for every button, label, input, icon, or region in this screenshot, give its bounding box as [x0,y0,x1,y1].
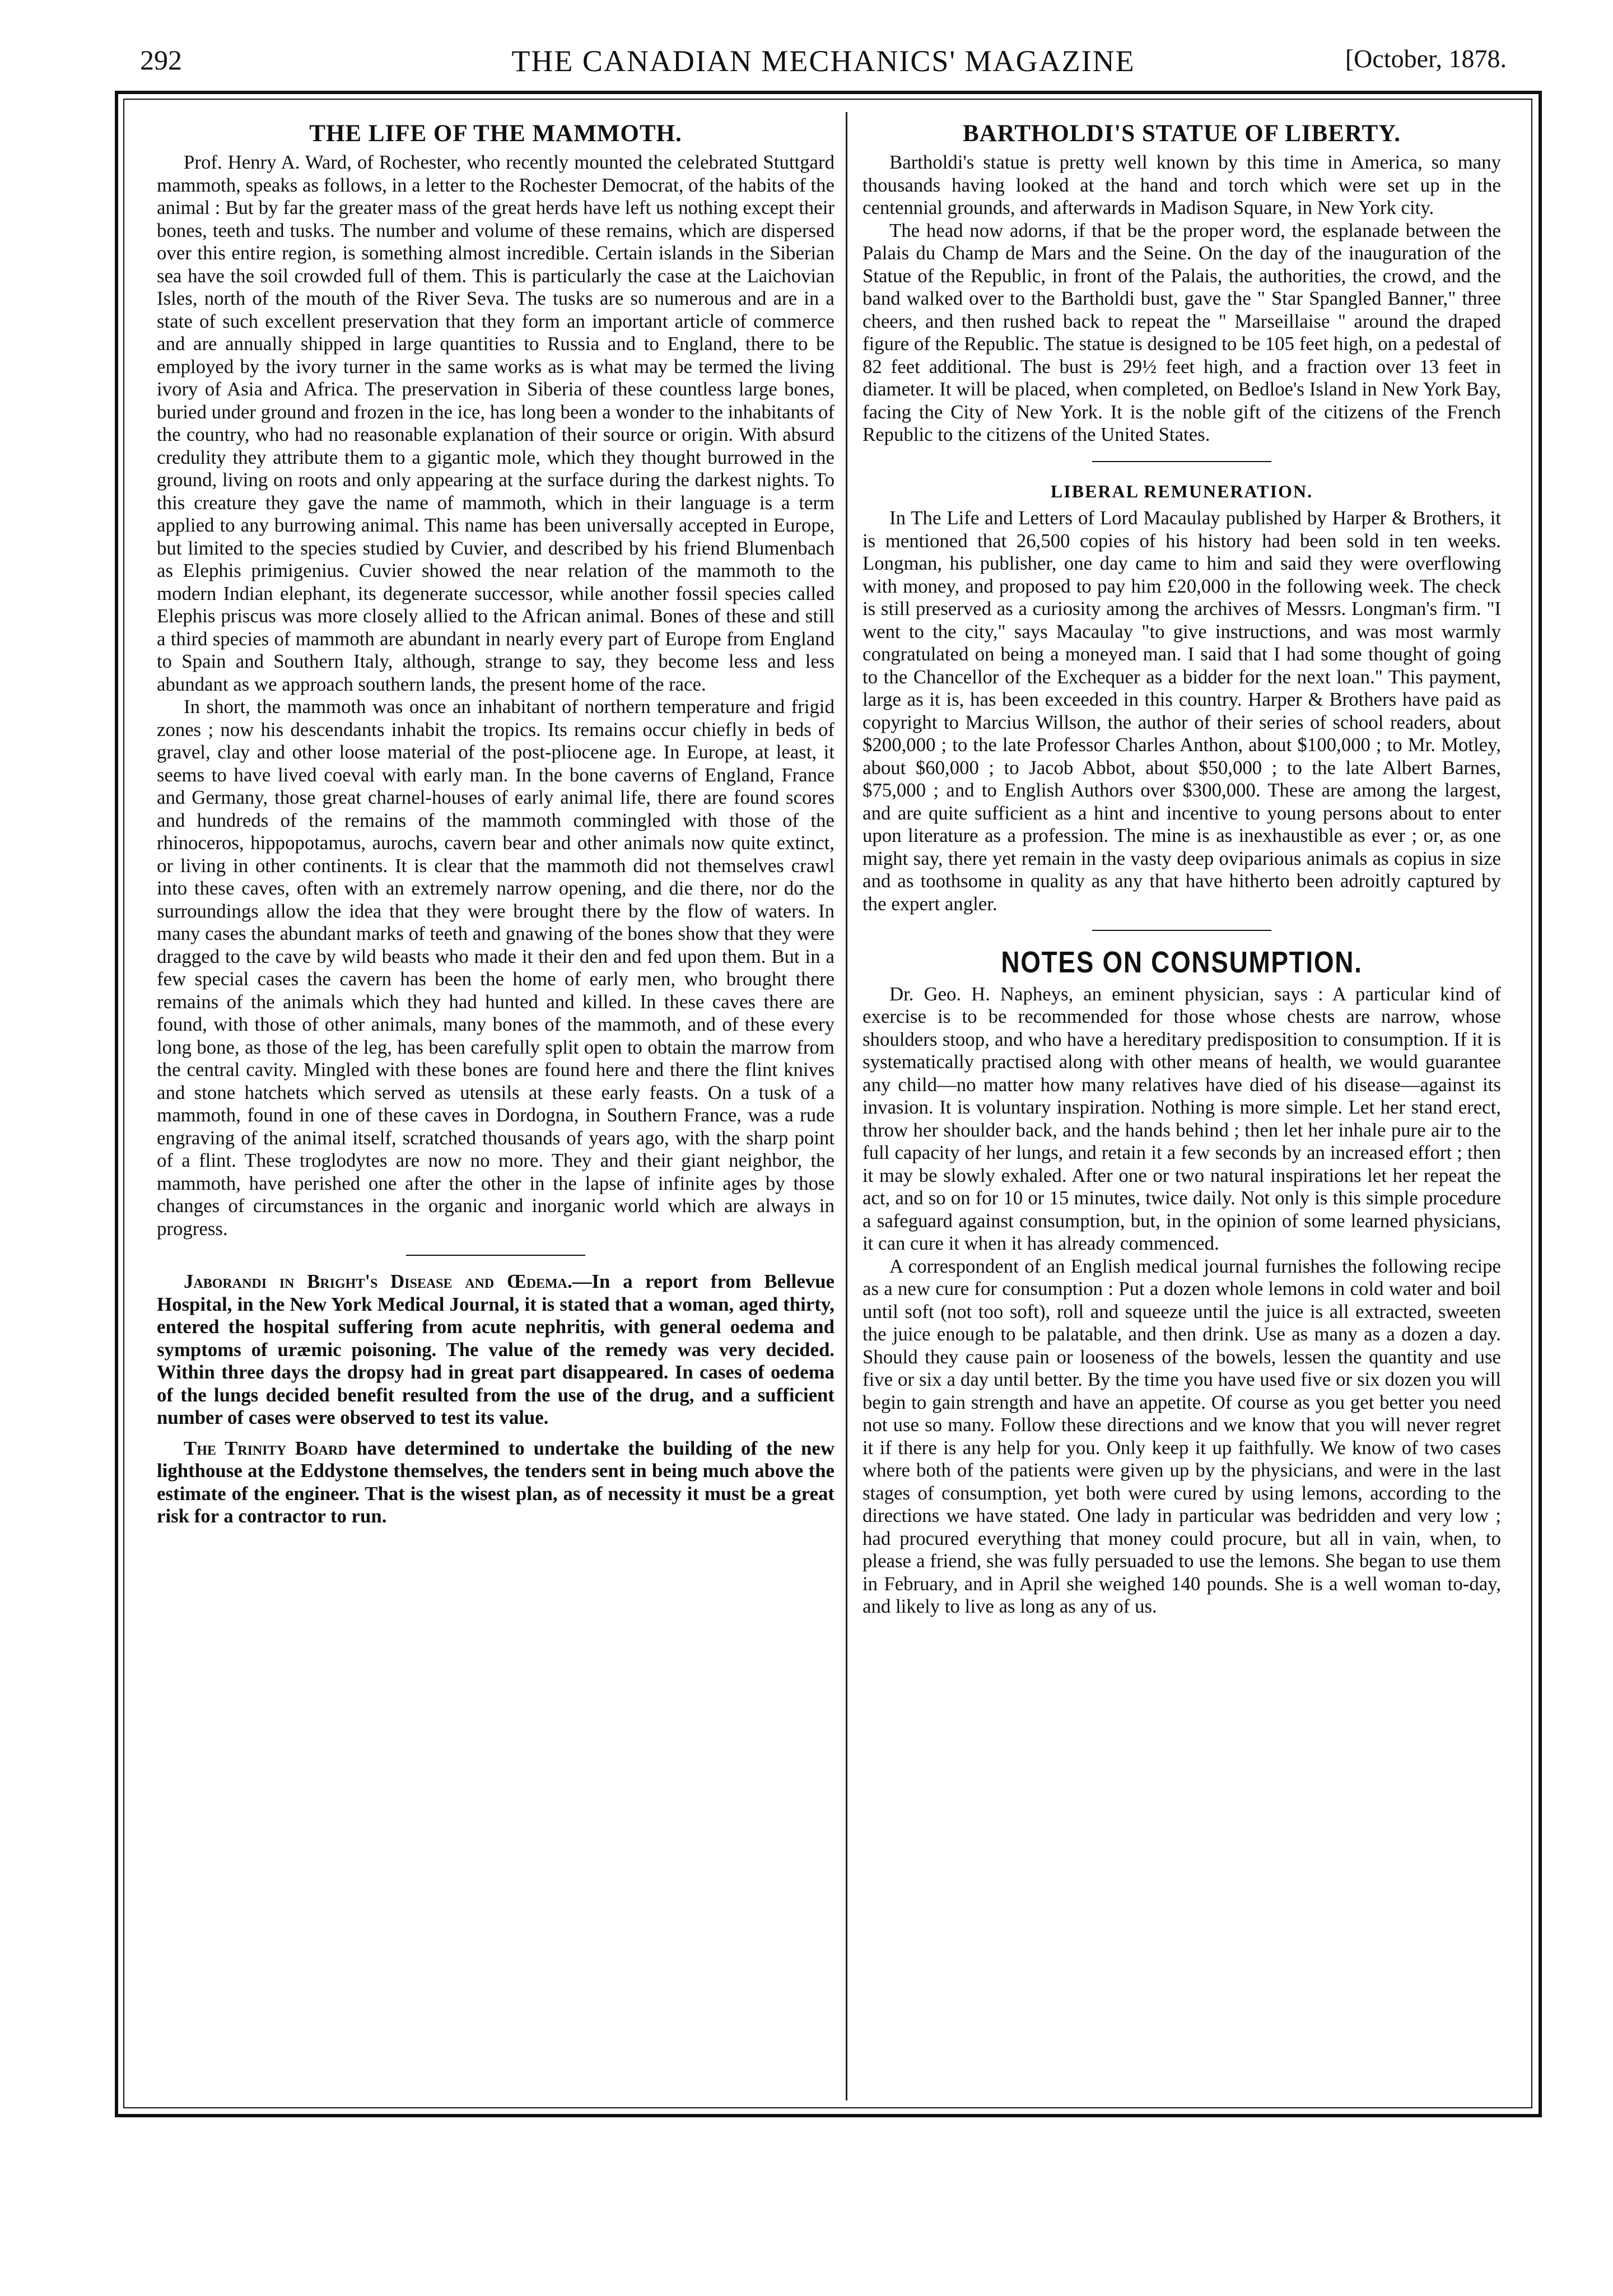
ornament-rule [1092,930,1271,931]
liberty-paragraph-2: The head now adorns, if that be the proper word, the esplanade between the Palais du Champ de Mars and the Seine. On the day of the inauguration of the Statue of the Republic, in front of the Palais, the authorities, the crowd, and the band walked over to the Bartholdi bust, gave the " Star Spangled Banner," three cheers, and then rushed back to repeat the " Marseillaise " around the draped figure of the Republic. The statue is designed to be 105 feet high, on a pedestal of 82 feet additional. The bust is 29½ feet high, and a fraction over 13 feet in diameter. It will be placed, when completed, on Bedloe's Island in New York Bay, facing the City of New York. It is the noble gift of the citizens of the French Republic to the citizens of the United States. [863,219,1501,445]
liberty-paragraph-1: Bartholdi's statue is pretty well known by this time in America, so many thousands having looked at the hand and torch which were set up in the centennial grounds, and afterwards in Madison Square, in New York city. [863,151,1501,218]
ornament-rule [406,1255,585,1256]
section-ornament [157,1240,835,1270]
article-title-liberty: BARTHOLDI'S STATUE OF LIBERTY. [962,120,1401,147]
left-column [157,120,835,1528]
jaborandi-paragraph [157,1270,835,1429]
article-consumption [863,946,1501,1618]
article-title-mammoth: THE LIFE OF THE MAMMOTH. [309,120,682,147]
article-title-consumption: NOTES ON CONSUMPTION. [1001,946,1363,979]
ornament-rule [1092,461,1271,462]
article-liberty [863,120,1501,446]
issue-date: [October, 1878. [1345,44,1507,73]
jaborandi-text: —In a report from Bellevue Hospital, in the New York Medical Journal, it is stated that a woman, aged thirty, entered the hospital suffering from acute nephritis, with general oedema and symptoms of uræmic poisoning. The value of the remedy was very decided. Within three days the dropsy had in great part disappeared. In cases of oedema of the lungs decided benefit resulted from the use of the drug, and a sufficient number of cases were observed to test its value. [157,1270,835,1428]
right-column [863,120,1501,1618]
page-header [140,44,1507,89]
article-remuneration [863,480,1501,916]
trinity-lead: The Trinity Board [184,1437,348,1459]
consumption-paragraph-2: A correspondent of an English medical journal furnishes the following recipe as a new cure for consumption : Put a dozen whole lemons in cold water and boil until soft (not too soft), roll and squeeze until the juice is all extracted, sweeten the juice enough to be palatable, and then drink. Use as many as a dozen a day. Should they cause pain or looseness of the bowels, lessen the quantity and use five or six a day until better. By the time you have used five or six dozen you will begin to gain strength and have an appetite. Of course as you get better you need not use so many. Follow these directions and we know that you will never regret it if there is any help for you. Only keep it up faithfully. We know of two cases where both of the patients were given up by the physicians, and were in the last stages of consumption, yet both were cured by using lemons, according to the directions we have stated. One lady in particular was bedridden and very low ; had procured everything that money could procure, but all in vain, when, to please a friend, she was fully persuaded to use the lemons. She began to use them in February, and in April she weighed 140 pounds. She is a well woman to-day, and likely to live as long as any of us. [863,1255,1501,1617]
trinity-text: have determined to undertake the building of the new lighthouse at the Eddystone themselves, the tenders sent in being much above the estimate of the engineer. That is the wisest plan, as of necessity it must be a great risk for a contractor to run. [157,1437,835,1527]
trinity-paragraph [157,1437,835,1528]
article-title-remuneration: LIBERAL REMUNERATION. [1050,481,1313,501]
mammoth-paragraph-1: Prof. Henry A. Ward, of Rochester, who recently mounted the celebrated Stuttgard mammoth, speaks as follows, in a letter to the Rochester Democrat, of the habits of the animal : But by far the greater mass of the great herds have left us nothing except their bones, teeth and tusks. The number and volume of these remains, which are dispersed over this entire region, is something almost incredible. Certain islands in the Siberian sea have the soil crowded full of them. This is particularly the case at the Laichovian Isles, north of the mouth of the River Seva. The tusks are so numerous and are in a state of such excellent preservation that they form an important article of commerce and are annually shipped in large quantities to Russia and to England, there to be employed by the ivory turner in the same works as is what may be termed the living ivory of Asia and Africa. The preservation in Siberia of these countless large bones, buried under ground and frozen in the ice, has long been a wonder to the inhabitants of the country, who had no reasonable explanation of their source or origin. With absurd credulity they attribute them to a gigantic mole, which they thought burrowed in the ground, living on roots and only appearing at the surface during the darkest nights. To this creature they gave the name of mammoth, which in their language is a term applied to any burrowing animal. This name has been universally accepted in Europe, but limited to the species studied by Cuvier, and described by his friend Blumenbach as Elephis primigenius. Cuvier showed the near relation of the mammoth to the modern Indian elephant, its degenerate successor, while another fossil species called Elephis priscus was more closely allied to the African animal. Bones of these and still a third species of mammoth are abundant in nearly every part of Europe from England to Spain and Southern Italy, although, strange to say, they become less and less abundant as we approach southern lands, the present home of the race. [157,151,835,695]
article-mammoth [157,120,835,1240]
mammoth-paragraph-2: In short, the mammoth was once an inhabitant of northern temperature and frigid zones ; now his descendants inhabit the tropics. Its remains occur chiefly in beds of gravel, clay and other loose material of the post-pliocene age. In Europe, at least, it seems to have lived coeval with early man. In the bone caverns of England, France and Germany, those great charnel-houses of early animal life, there are found scores and hundreds of the remains of the mammoth commingled with those of the rhinoceros, hippopotamus, aurochs, cavern bear and other animals now quite extinct, or living in other continents. It is clear that the mammoth did not themselves crawl into these caves, often with an extremely narrow opening, and die there, nor do the surroundings allow the idea that they were brought there by the flow of waters. In many cases the abundant marks of teeth and gnawing of the bones show that they were dragged to the cave by wild beasts who made it their den and fed upon them. But in a few special cases the cavern has been the home of early men, who brought there remains of the animals which they had hunted and killed. In these caves there are found, with those of other animals, many bones of the mammoth, and of these every long bone, as those of the leg, has been carefully split open to obtain the marrow from the central cavity. Mingled with these bones are found here and there the flint knives and stone hatchets which served as utensils at these early feasts. On a tusk of a mammoth, found in one of these caves in Dordogna, in Southern France, was a rude engraving of the animal itself, scratched thousands of years ago, with the sharp point of a flint. These troglodytes are now no more. They and their giant neighbor, the mammoth, have perished one after the other in the lapse of infinite ages by those changes of circumstances in the organic and inorganic world which are always in progress. [157,696,835,1240]
page-number: 292 [140,44,182,76]
column-divider [846,112,847,2101]
section-ornament [863,446,1501,477]
magazine-title: THE CANADIAN MECHANICS' MAGAZINE [511,44,1135,78]
section-ornament [863,915,1501,946]
remuneration-paragraph-1: In The Life and Letters of Lord Macaulay published by Harper & Brothers, it is mentioned that 26,500 copies of his history had been sold in ten weeks. Longman, his publisher, one day came to him and said they were overflowing with money, and proposed to pay him £20,000 in the following week. The check is still preserved as a curiosity among the archives of Messrs. Longman's firm. "I went to the city," says Macaulay "to give instructions, and was most warmly congratulated on being a moneyed man. I said that I had some thought of going to the Chancellor of the Exchequer as a bidder for the next loan." This payment, large as it is, has been exceeded in this country. Harper & Brothers have paid as copyright to Marcius Willson, the author of their series of school readers, about $200,000 ; to the late Professor Charles Anthon, about $100,000 ; to Mr. Motley, about $60,000 ; to Jacob Abbot, about $50,000 ; to the late Albert Barnes, $75,000 ; and to English Authors over $300,000. These are among the largest, and are quite sufficient as a hint and incentive to young persons about to enter upon literature as a profession. The mine is as inexhaustible as ever ; or, as one might say, there yet remain in the vasty deep oviparious animals as copius in size and as toothsome in quality as any that have hitherto been adroitly captured by the expert angler. [863,507,1501,915]
jaborandi-lead: Jaborandi in Bright's Disease and Œdema. [184,1270,572,1292]
consumption-paragraph-1: Dr. Geo. H. Napheys, an eminent physician, says : A particular kind of exercise is to be recommended for those whose chests are narrow, whose shoulders stoop, and who have a hereditary predisposition to consumption. If it is systematically practised along with other means of health, we would guarantee any child—no matter how many relatives have died of his disease—against its invasion. It is voluntary inspiration. Nothing is more simple. Let her stand erect, throw her shoulder back, and the hands behind ; then let her inhale pure air to the full capacity of her lungs, and retain it a few seconds by an increased effort ; then it may be slowly exhaled. After one or two natural inspirations let her repeat the act, and so on for 10 or 15 minutes, twice daily. Not only is this simple procedure a safeguard against consumption, but, in the opinion of some learned physicians, it can cure it when it has already commenced. [863,982,1501,1254]
